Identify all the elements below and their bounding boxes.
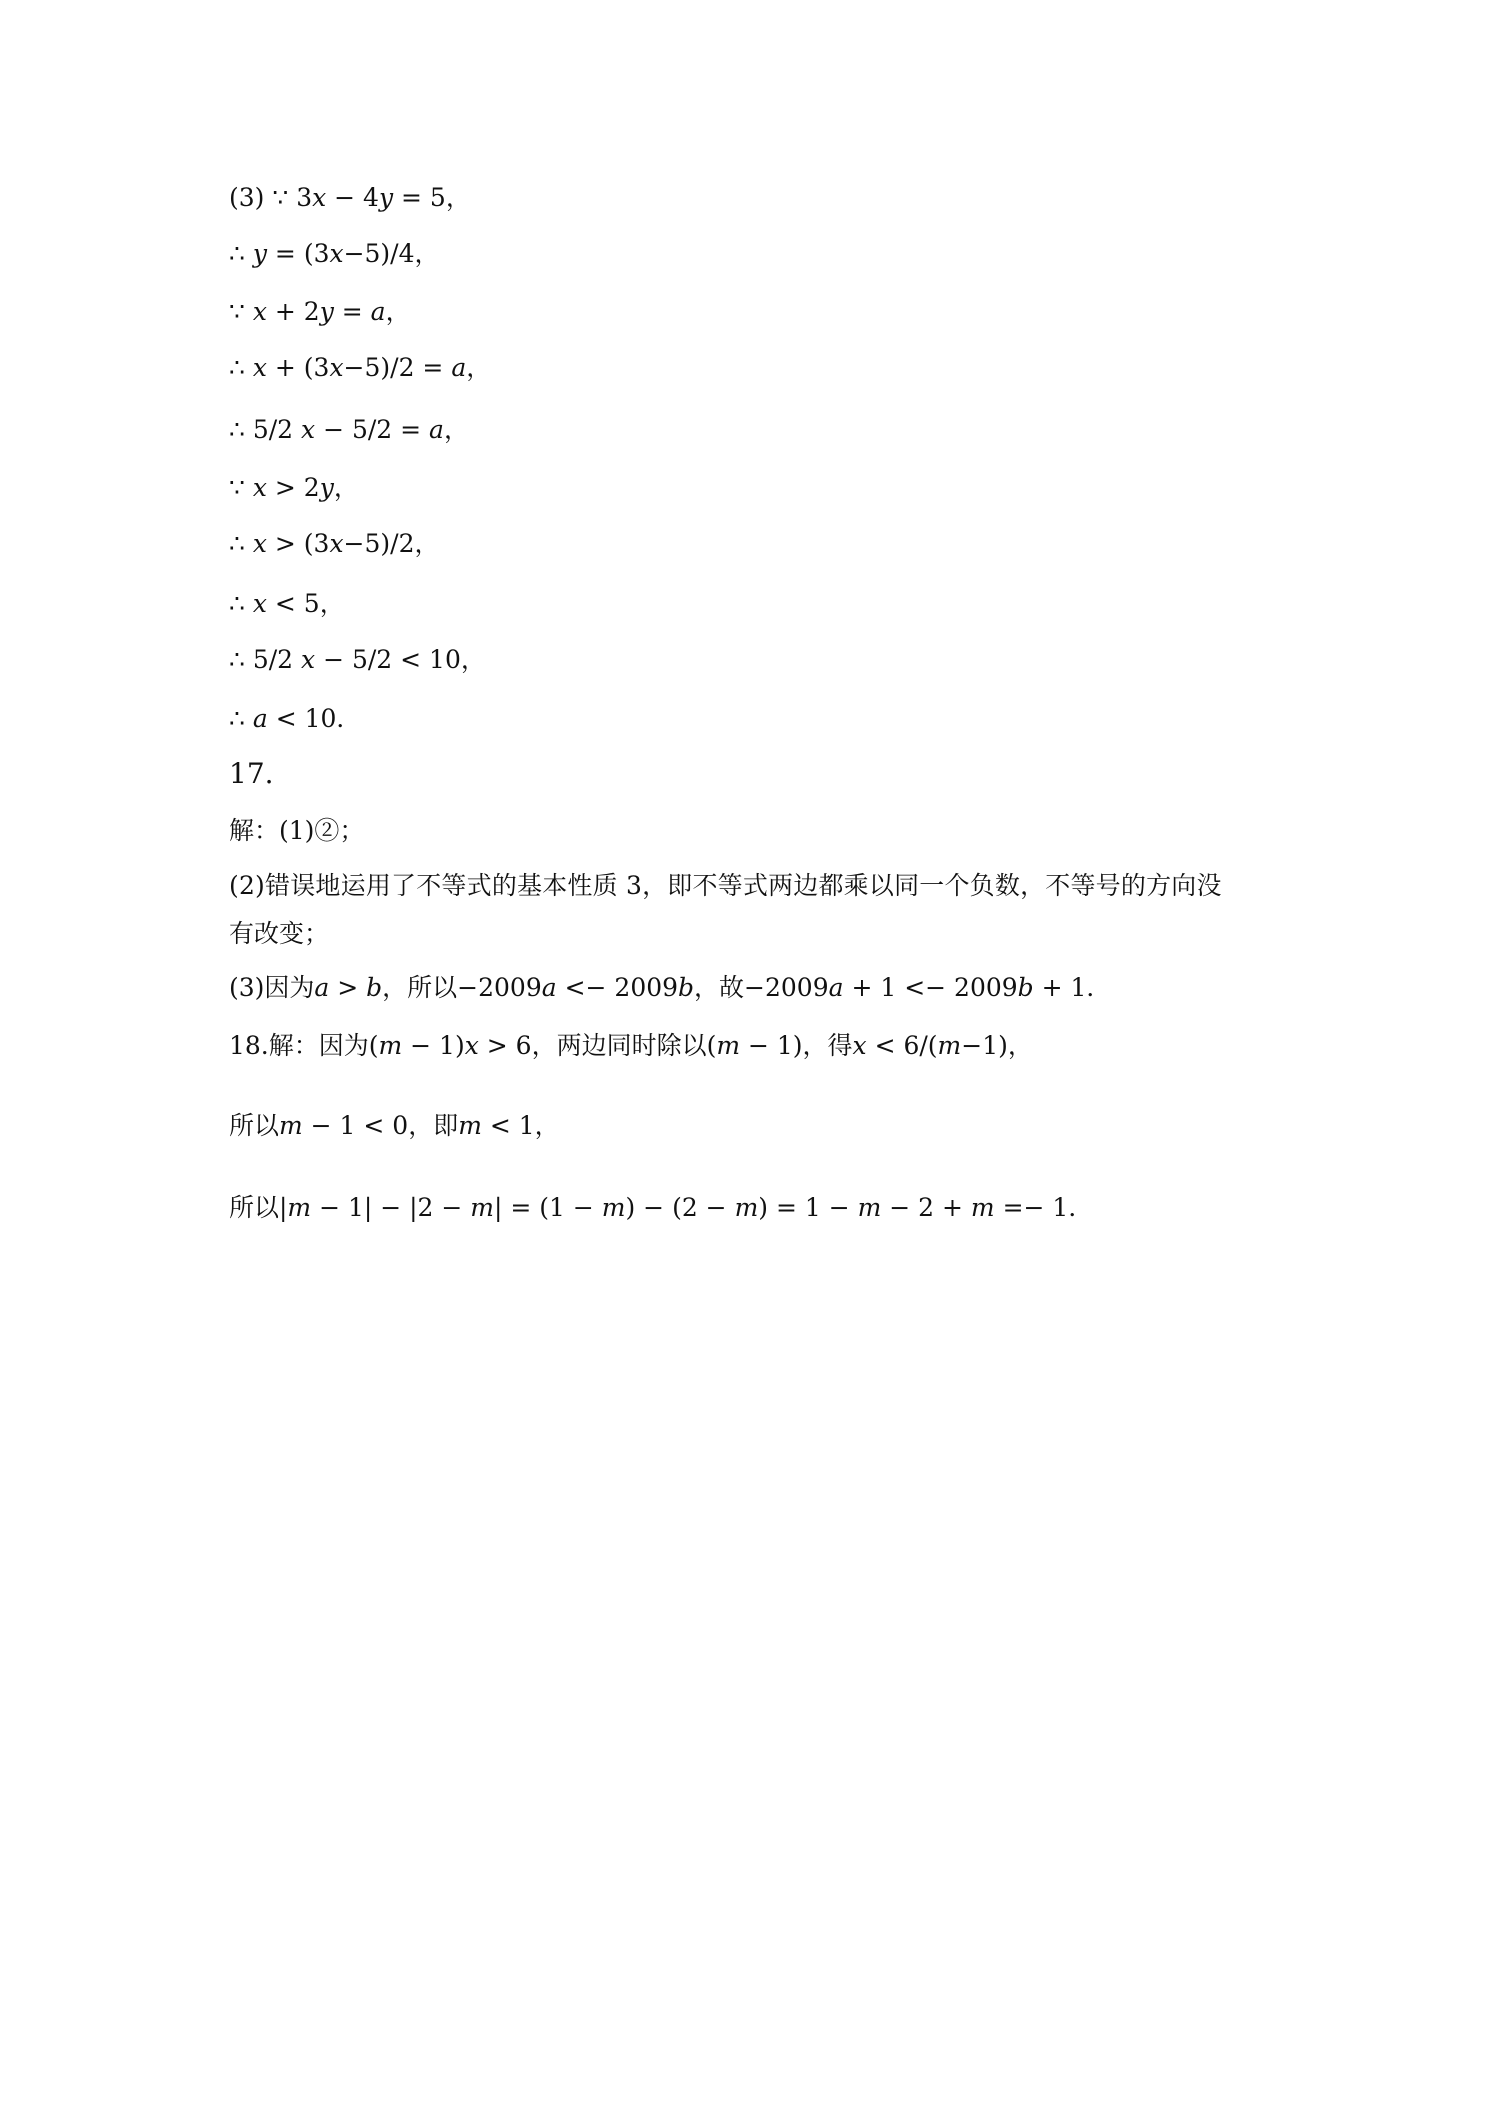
step-expression-bound: ∴ 5/2 𝑥 − 5/2 < 10， (229, 645, 486, 674)
q17-part1: 解：(1)②； (229, 816, 365, 845)
q17-part2-line1: (2)错误地运用了不等式的基本性质 3，即不等式两边都乘以同一个负数，不等号的方向没 (229, 871, 1222, 900)
q17-part3: (3)因为𝑎 > 𝑏，所以−2009𝑎 <− 2009𝑏，故−2009𝑎 + 1 <− 2009𝑏 + 1． (229, 973, 1112, 1002)
step-3-given: (3) ∵ 3𝑥 − 4𝑦 = 5， (229, 183, 471, 212)
step-given-sum: ∵ 𝑥 + 2𝑦 = 𝑎， (229, 297, 411, 326)
step-substitute: ∴ 𝑥 + (3𝑥−5)/2 = 𝑎， (229, 353, 492, 382)
step-substitute-inequality: ∴ 𝑥 > (3𝑥−5)/2， (229, 529, 440, 558)
step-simplify: ∴ 5/2 𝑥 − 5/2 = 𝑎， (229, 415, 469, 444)
q18-solution-line3: 所以|𝑚 − 1| − |2 − 𝑚| = (1 − 𝑚) − (2 − 𝑚) = 1 − 𝑚 − 2 + 𝑚 =− 1． (229, 1193, 1094, 1222)
step-a-bound: ∴ 𝑎 < 10． (229, 704, 362, 733)
step-given-inequality: ∵ 𝑥 > 2𝑦， (229, 473, 359, 502)
q18-solution-line1: 18.解：因为(𝑚 − 1)𝑥 > 6，两边同时除以(𝑚 − 1)，得𝑥 < 6/(𝑚−1)， (229, 1031, 1033, 1060)
step-x-bound: ∴ 𝑥 < 5， (229, 589, 345, 618)
q18-solution-line2: 所以𝑚 − 1 < 0，即𝑚 < 1， (229, 1111, 560, 1140)
question-17-number: 17. (229, 757, 274, 790)
q17-part2-line2: 有改变； (229, 919, 330, 948)
step-solve-y: ∴ 𝑦 = (3𝑥−5)/4， (229, 239, 440, 268)
